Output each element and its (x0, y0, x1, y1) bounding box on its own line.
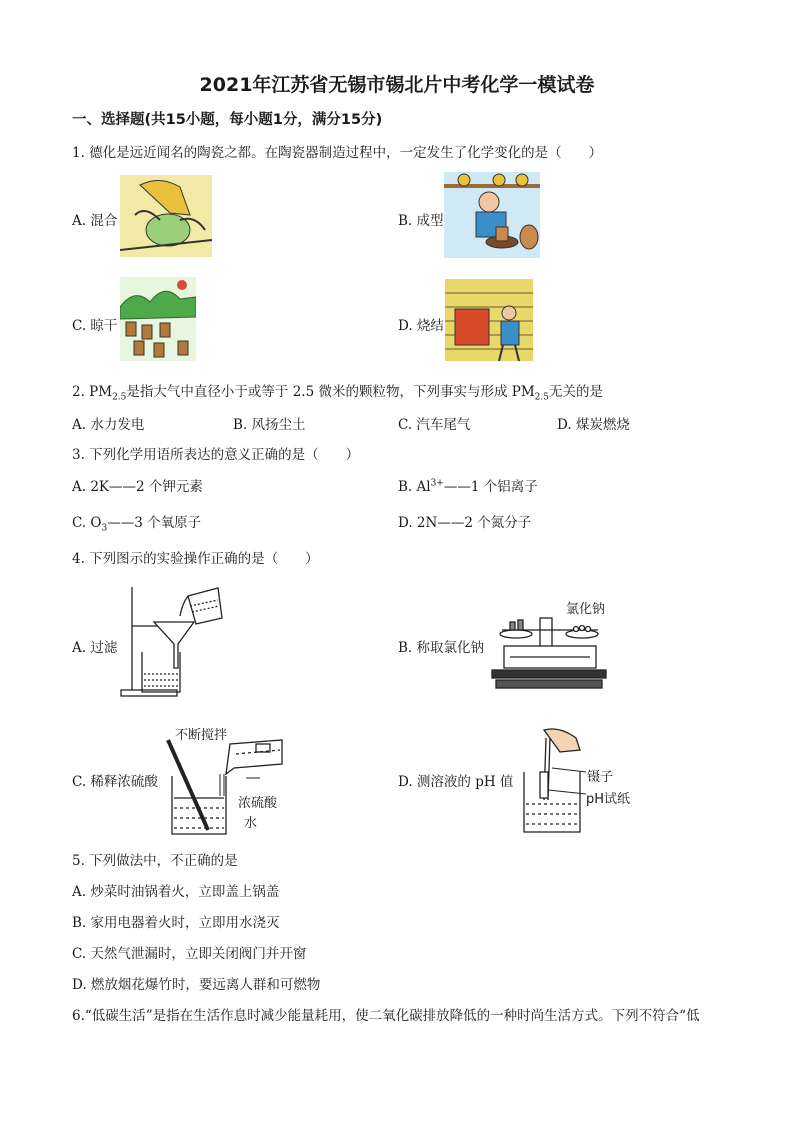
q4-option-c: C. 稀释浓硫酸 (72, 774, 158, 790)
q1-option-b: B. 成型 (398, 213, 444, 229)
question-6-stem: 6.“低碳生活”是指在生活作息时减少能量耗用，使二氧化碳排放降低的一种时尚生活方式。下列不符合“低 (72, 1008, 700, 1024)
q1-option-a: A. 混合 (72, 213, 118, 229)
ph-paper-label: pH试纸 (586, 792, 631, 807)
question-3-stem: 3. 下列化学用语所表达的意义正确的是（ ） (72, 447, 360, 463)
q5-option-b: B. 家用电器着火时，立即用水浇灭 (72, 915, 280, 931)
q3-option-d: D. 2N——2 个氮分子 (398, 515, 532, 531)
q4-option-a: A. 过滤 (72, 640, 118, 656)
question-1-stem: 1. 德化是远近闻名的陶瓷之都。在陶瓷器制造过程中，一定发生了化学变化的是（ ） (72, 145, 603, 161)
q5-option-a: A. 炒菜时油锅着火，立即盖上锅盖 (72, 884, 280, 900)
q2-option-c: C. 汽车尾气 (398, 417, 471, 433)
drying-pottery-illustration (120, 277, 196, 361)
q4-option-b: B. 称取氯化钠 (398, 640, 485, 656)
water-label: 水 (244, 816, 258, 831)
stirring-label: 不断搅拌 (175, 728, 228, 743)
q5-option-c: C. 天然气泄漏时，立即关闭阀门并开窗 (72, 946, 307, 962)
q3-option-c: C. $O_3——3$ 个氧原子 (72, 515, 202, 534)
question-2-stem: 2. $PM_{2.5}$是指大气中直径小于或等于 2.5 微米的颗粒物，下列事实与形成 $PM_{2.5}$无关的是 (72, 384, 603, 403)
shaping-pottery-illustration (444, 172, 540, 258)
ph-test-illustration (520, 728, 590, 836)
q1-option-d: D. 烧结 (398, 318, 444, 334)
q5-option-d: D. 燃放烟花爆竹时，要远离人群和可燃物 (72, 977, 321, 993)
q3-option-b: B. $Al^{3+}——1$ 个铝离子 (398, 478, 538, 495)
dilution-acid-illustration (160, 738, 284, 836)
filtration-apparatus-illustration (118, 582, 228, 700)
question-5-stem: 5. 下列做法中，不正确的是 (72, 853, 238, 869)
concentrated-acid-label: 浓硫酸 (238, 796, 278, 811)
kiln-firing-illustration (445, 279, 533, 361)
page-title: 2021年江苏省无锡市锡北片中考化学一模试卷 (199, 74, 595, 96)
q3-option-a: A. 2K——2 个钾元素 (72, 479, 203, 495)
q2-option-a: A. 水力发电 (72, 417, 145, 433)
section-heading: 一、选择题(共15小题，每小题1分，满分15分) (72, 112, 383, 128)
q4-option-d: D. 测溶液的 pH 值 (398, 774, 514, 790)
q2-option-d: D. 煤炭燃烧 (557, 417, 630, 433)
question-4-stem: 4. 下列图示的实验操作正确的是（ ） (72, 551, 319, 567)
tweezers-label: 镊子 (587, 770, 614, 785)
q2-option-b: B. 风扬尘土 (233, 417, 306, 433)
balance-pan-label: 氯化钠 (566, 602, 606, 617)
mixing-clay-illustration (120, 175, 212, 257)
q1-option-c: C. 晾干 (72, 318, 118, 334)
